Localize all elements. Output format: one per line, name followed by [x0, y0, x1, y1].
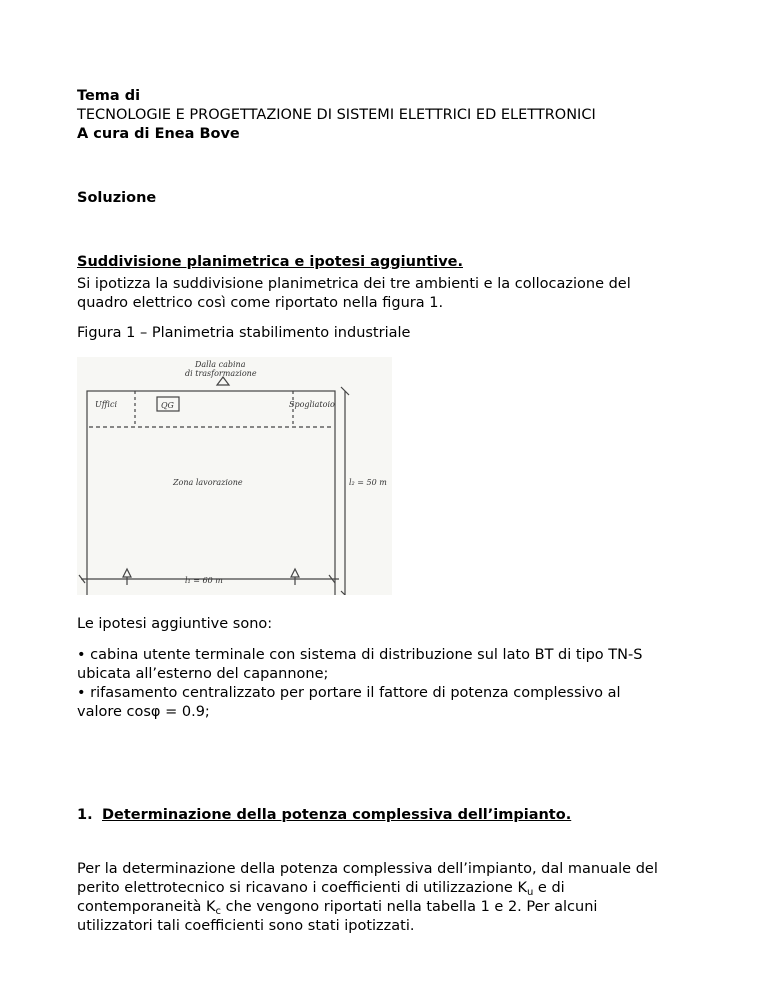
- ipotesi-intro: Le ipotesi aggiuntive sono:: [77, 616, 273, 632]
- section1-line4: utilizzatori tali coefficienti sono stati ipotizzati.: [77, 918, 415, 934]
- label-spogliatoio: Spogliatoio: [289, 400, 335, 409]
- subject-title: TECNOLOGIE E PROGETTAZIONE DI SISTEMI ELETTRICI ED ELETTRONICI: [77, 107, 596, 123]
- ipotesi-bullet2-line2: valore cosφ = 0.9;: [77, 704, 210, 720]
- label-l1: l₁ = 60 m: [185, 576, 223, 585]
- label-l2: l₂ = 50 m: [349, 478, 387, 487]
- section1-line2: perito elettrotecnico si ricavano i coefficienti di utilizzazione $K_u$ e di: [77, 880, 565, 898]
- figure-caption: Figura 1 – Planimetria stabilimento industriale: [77, 325, 411, 341]
- label-uffici: Uffici: [95, 400, 118, 409]
- label-cabina-1: Dalla cabina: [195, 360, 246, 369]
- section-planimetria-heading: Suddivisione planimetrica e ipotesi aggiuntive.: [77, 254, 463, 270]
- section1-line3: contemporaneità $K_c$ che vengono riportati nella tabella 1 e 2. Per alcuni: [77, 899, 598, 917]
- label-cabina-2: di trasformazione: [185, 369, 257, 378]
- label-zona-lavorazione: Zona lavorazione: [173, 478, 243, 487]
- floor-plan-figure: [77, 357, 392, 595]
- author-line: A cura di Enea Bove: [77, 126, 240, 142]
- label-qg: QG: [161, 401, 174, 410]
- soluzione-heading: Soluzione: [77, 190, 157, 206]
- section1-line1: Per la determinazione della potenza complessiva dell’impianto, dal manuale del: [77, 861, 658, 877]
- planimetria-para-line1: Si ipotizza la suddivisione planimetrica dei tre ambienti e la collocazione del: [77, 276, 631, 292]
- ipotesi-bullet1-line1: • cabina utente terminale con sistema di distribuzione sul lato BT di tipo TN-S: [77, 647, 643, 663]
- tema-label: Tema di: [77, 88, 141, 104]
- planimetria-para-line2: quadro elettrico così come riportato nella figura 1.: [77, 295, 444, 311]
- ipotesi-bullet2-line1: • rifasamento centralizzato per portare il fattore di potenza complessivo al: [77, 685, 621, 701]
- ipotesi-bullet1-line2: ubicata all’esterno del capannone;: [77, 666, 329, 682]
- section1-heading: Determinazione della potenza complessiva dell’impianto.: [102, 807, 572, 823]
- section1-number: 1.: [77, 807, 93, 823]
